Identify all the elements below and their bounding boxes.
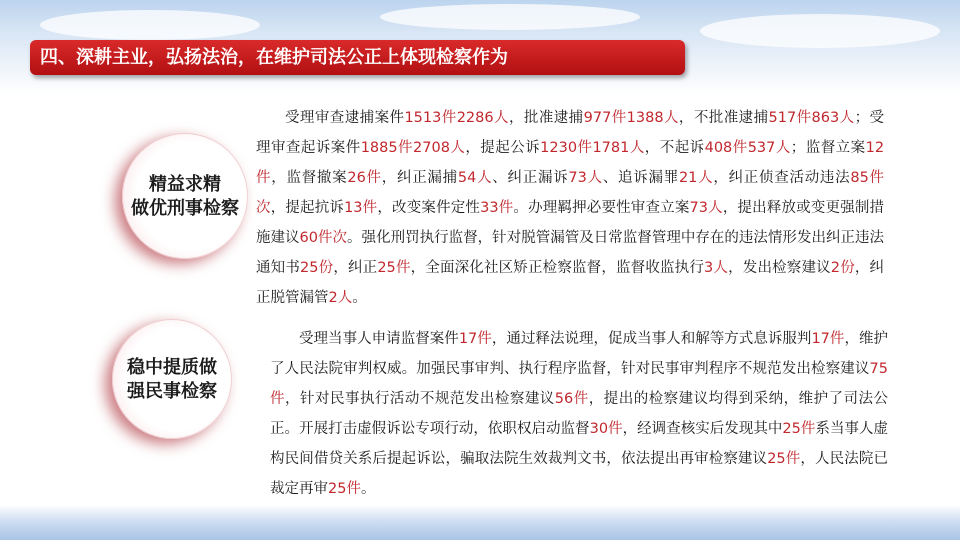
statistic-value: 17件 — [811, 331, 845, 347]
badge-line: 稳中提质做 — [127, 357, 217, 378]
paragraph-text: ，不起诉 — [644, 140, 705, 156]
paragraph-text: ；受理审查起诉案件 — [256, 110, 885, 156]
statistic-value: 25件 — [377, 260, 411, 276]
paragraph-text: ，通过释法说理，促成当事人和解等方式息诉服判 — [491, 331, 812, 347]
badge-civil-prosecution — [112, 319, 232, 439]
statistic-value: 977件1388人 — [583, 110, 679, 126]
statistic-value: 21人 — [678, 170, 714, 186]
slide-title: 四、深耕主业，弘扬法治，在维护司法公正上体现检察作为 — [30, 40, 685, 75]
statistic-value: 13件 — [344, 200, 378, 216]
paragraph-text: ，提起公诉 — [465, 140, 541, 156]
paragraph-text: ，维护了人民法院审判权威。加强民事审判、执行程序监督，针对民事审判程序不规范发出检察建议 — [270, 331, 889, 377]
badge-line: 强民事检察 — [127, 381, 217, 402]
badge-line: 做优刑事检察 — [131, 198, 239, 219]
civil-prosecution-paragraph — [270, 324, 888, 504]
cloud-decoration — [40, 10, 260, 40]
paragraph-text: ，提出的检察建议均得到采纳，维护了司法公正。开展打击虚假诉讼专项行动，依职权启动监督 — [270, 391, 889, 437]
statistic-value: 25件 — [767, 451, 801, 467]
paragraph-text: 。办理羁押必要性审查立案 — [513, 200, 690, 216]
paragraph-text: ，发出检察建议 — [728, 260, 831, 276]
cloud-decoration — [700, 14, 940, 48]
badge-line: 精益求精 — [149, 174, 221, 195]
paragraph-text: ，纠正脱管漏管 — [256, 260, 885, 306]
badge-criminal-prosecution — [122, 133, 248, 259]
statistic-value: 17件 — [458, 331, 492, 347]
paragraph-text: ，纠正侦查活动违法 — [713, 170, 851, 186]
statistic-value: 54人 — [457, 170, 493, 186]
paragraph-text: ，纠正漏捕 — [381, 170, 458, 186]
statistic-value: 1513件2286人 — [404, 110, 509, 126]
statistic-value: 73人 — [568, 170, 603, 186]
paragraph-text: ，不批准逮捕 — [678, 110, 769, 126]
statistic-value: 408件537人 — [704, 140, 791, 156]
paragraph-text: ，纠正 — [333, 260, 378, 276]
statistic-value: 1885件2708人 — [360, 140, 466, 156]
sky-background-bottom — [0, 505, 960, 540]
statistic-value: 85件次 — [256, 170, 885, 216]
statistic-value: 60件次 — [299, 230, 348, 246]
statistic-value: 25件 — [782, 421, 816, 437]
badge-label — [112, 356, 232, 404]
statistic-value: 73人 — [689, 200, 723, 216]
paragraph-text: ，监督撤案 — [271, 170, 348, 186]
paragraph-text: ，提出释放或变更强制措施建议 — [256, 200, 885, 246]
paragraph-text: ，改变案件定性 — [377, 200, 481, 216]
cloud-decoration — [380, 4, 640, 30]
statistic-value: 56件 — [554, 391, 589, 407]
paragraph-text: ，经调查核实后发现其中 — [622, 421, 783, 437]
statistic-value: 3人 — [704, 260, 729, 276]
statistic-value: 75件 — [270, 361, 888, 407]
statistic-value: 26件 — [347, 170, 382, 186]
statistic-value: 30件 — [589, 421, 623, 437]
statistic-value: 517件863人 — [768, 110, 855, 126]
statistic-value: 1230件1781人 — [540, 140, 645, 156]
paragraph-text: ，全面深化社区矫正检察监督，监督收监执行 — [410, 260, 705, 276]
paragraph-text: 。 — [360, 481, 376, 497]
paragraph-text: ，针对民事执行活动不规范发出检察建议 — [285, 391, 555, 407]
statistic-value: 2人 — [328, 290, 353, 306]
paragraph-text: ，提起抗诉 — [270, 200, 345, 216]
paragraph-text: 、纠正漏诉 — [492, 170, 569, 186]
statistic-value: 25份 — [300, 260, 334, 276]
paragraph-text: ，人民法院已裁定再审 — [270, 451, 889, 497]
paragraph-text: ，批准逮捕 — [508, 110, 584, 126]
statistic-value: 25件 — [328, 481, 361, 497]
paragraph-text: 受理审查逮捕案件 — [285, 110, 405, 126]
paragraph-text: ；监督立案 — [790, 140, 866, 156]
badge-label — [122, 173, 248, 221]
paragraph-text: 、追诉漏罪 — [602, 170, 679, 186]
paragraph-text: 受理当事人申请监督案件 — [299, 331, 459, 347]
paragraph-text: 。强化刑罚执行监督，针对脱管漏管及日常监督管理中存在的违法情形发出纠正违法通知书 — [256, 230, 885, 276]
paragraph-text: 系当事人虚构民间借贷关系后提起诉讼，骗取法院生效裁判文书，依法提出再审检察建议 — [270, 421, 889, 467]
statistic-value: 12件 — [256, 140, 885, 186]
statistic-value: 2份 — [830, 260, 855, 276]
criminal-prosecution-paragraph — [256, 103, 884, 313]
paragraph-text: 。 — [352, 290, 367, 306]
statistic-value: 33件 — [480, 200, 514, 216]
